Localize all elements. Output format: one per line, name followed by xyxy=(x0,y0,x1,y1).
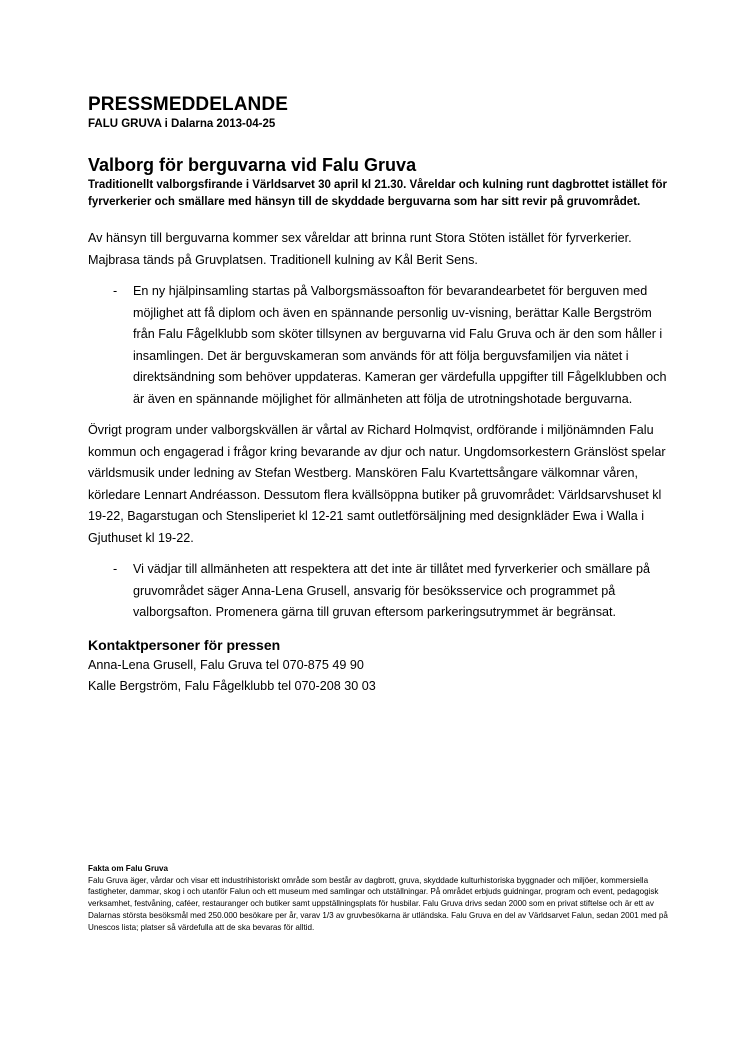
bullet-text: Vi vädjar till allmänheten att respektera att det inte är tillåtet med fyrverkerier och smällare på gruvområdet säger Anna-Lena Grusell, ansvarig för besöksservice och programmet på valborgsafton. Promenera gärna till gruvan eftersom parkeringsutrymmet är begränsat. xyxy=(133,562,651,619)
bullet-text: En ny hjälpinsamling startas på Valborgsmässoafton för bevarandearbetet för berguven med möjlighet att få diplom och även en spännande personlig uv-visning, berättar Kalle Bergström från Falu Fågelklubb som sköter tillsynen av berguvarna vid Falu Gruva och är den som håller i insamlingen. Det är berguvskameran som används för att följa berguvsfamiljen via nätet i direktsändning som behöver uppdateras. Kameran ger värdefulla uppgifter till Fågelklubben och är även en spännande möjlighet för allmänheten att följa de utrotningshotade berguvarna. xyxy=(133,284,667,406)
article-lead: Traditionellt valborgsfirande i Världsarvet 30 april kl 21.30. Våreldar och kulning runt dagbrottet istället för fyrverkerier och smällare med hänsyn till de skyddade berguvarna som har sitt revir på gruvområdet. xyxy=(88,179,667,208)
paragraph: Övrigt program under valborgskvällen är vårtal av Richard Holmqvist, ordförande i miljönämnden Falu kommun och engagerad i frågor kring bevarande av djur och natur. Ungdomsorkestern Gränslöst spelar världsmusik under ledning av Stefan Westberg. Manskören Falu Kvartettsångare välkomnar våren, körledare Lennart Andréasson. Dessutom flera kvällsöppna butiker på gruvområdet: Världsarvshuset kl 19-22, Bagarstugan och Stensliperiet kl 12-21 samt outletförsäljning med designkläder Ewa i Walla i Gjuthuset kl 19-22. xyxy=(88,423,666,545)
contact-line: Anna-Lena Grusell, Falu Gruva tel 070-875 49 90 xyxy=(88,657,364,672)
paragraph: Av hänsyn till berguvarna kommer sex våreldar att brinna runt Stora Stöten istället för fyrverkerier. Majbrasa tänds på Gruvplatsen. Traditionell kulning av Kål Berit Sens. xyxy=(88,231,632,267)
facts-box xyxy=(88,863,668,933)
contact-line: Kalle Bergström, Falu Fågelklubb tel 070-208 30 03 xyxy=(88,678,376,693)
bullet-item xyxy=(88,281,668,410)
bullet-marker: - xyxy=(113,284,118,298)
document-title: PRESSMEDDELANDE xyxy=(88,94,288,115)
facts-heading: Fakta om Falu Gruva xyxy=(88,864,169,873)
contacts-heading: Kontaktpersoner för pressen xyxy=(88,636,281,653)
article-headline: Valborg för berguvarna vid Falu Gruva xyxy=(88,155,417,175)
facts-text: Falu Gruva äger, vårdar och visar ett industrihistoriskt område som består av dagbrott, gruva, skyddade kulturhistoriska byggnader och miljöer, kommersiella fastigheter, dammar, skog i och utanför Falun och ett museum med samlingar och utställningar. På området erbjuds guidningar, program och event, pedagogisk verksamhet, festvåning, caféer, restauranger och butiker samt uppställningsplats för husbilar. Falu Gruva drivs sedan 2000 som en privat stiftelse och är ett av Dalarnas största besöksmål med 250.000 besökare per år, varav 1/3 av gruvbesökarna är utländska. Falu Gruva en del av Världsarvet Falun, sedan 2001 med på Unescos lista; platser så värdefulla att de ska bevaras för alltid. xyxy=(88,875,668,932)
bullet-item xyxy=(88,559,668,624)
press-release xyxy=(88,94,668,697)
document-subtitle: FALU GRUVA i Dalarna 2013-04-25 xyxy=(88,118,276,130)
bullet-marker: - xyxy=(113,562,118,576)
